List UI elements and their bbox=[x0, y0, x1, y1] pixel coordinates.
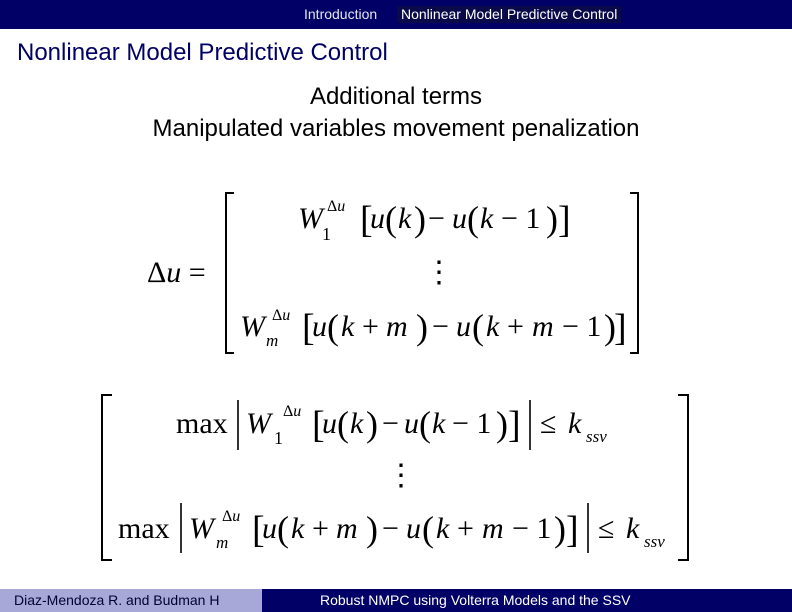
svg-text:u: u bbox=[262, 512, 277, 545]
svg-text:1: 1 bbox=[274, 428, 283, 448]
svg-text:W: W bbox=[246, 407, 271, 440]
svg-text:Δu: Δu bbox=[222, 508, 241, 525]
svg-text:u: u bbox=[452, 202, 467, 235]
footer-author: Diaz-Mendoza R. and Budman H bbox=[0, 589, 262, 612]
nav-current-section[interactable]: Nonlinear Model Predictive Control bbox=[397, 6, 621, 23]
svg-text:): ) bbox=[604, 307, 616, 347]
svg-text:): ) bbox=[414, 199, 426, 239]
svg-text:k: k bbox=[480, 202, 494, 235]
svg-text:): ) bbox=[416, 307, 428, 347]
eq1-vertical-ellipsis: ⋮ bbox=[424, 256, 454, 289]
svg-text:k: k bbox=[291, 512, 305, 545]
subtitle-penalization: Manipulated variables movement penalization bbox=[152, 115, 640, 142]
svg-text:u: u bbox=[404, 407, 419, 440]
svg-text:≤: ≤ bbox=[540, 407, 557, 440]
eq1-lhs: Δu = bbox=[147, 256, 206, 289]
svg-text:u: u bbox=[312, 310, 327, 343]
svg-text:(: ( bbox=[277, 509, 289, 549]
svg-text:max: max bbox=[176, 407, 228, 440]
svg-text:): ) bbox=[366, 509, 378, 549]
svg-text:u: u bbox=[322, 407, 337, 440]
svg-text:W: W bbox=[240, 310, 265, 343]
svg-text:]: ] bbox=[566, 509, 579, 551]
svg-text:1: 1 bbox=[322, 224, 331, 244]
svg-text:Δu: Δu bbox=[327, 198, 346, 215]
svg-text:+: + bbox=[457, 512, 474, 545]
svg-text:[: [ bbox=[360, 199, 373, 241]
svg-text:m: m bbox=[532, 310, 554, 343]
svg-text:): ) bbox=[554, 509, 566, 549]
svg-text:− 1: − 1 bbox=[452, 407, 492, 440]
nav-introduction[interactable]: Introduction bbox=[304, 6, 378, 22]
svg-text:): ) bbox=[366, 404, 378, 444]
svg-text:k: k bbox=[432, 407, 446, 440]
eq1-row1 bbox=[298, 198, 571, 244]
svg-text:≤: ≤ bbox=[598, 512, 615, 545]
svg-text:]: ] bbox=[614, 307, 627, 349]
svg-text:u: u bbox=[406, 512, 421, 545]
svg-text:m: m bbox=[482, 512, 504, 545]
footer-bar bbox=[0, 589, 792, 612]
svg-text:(: ( bbox=[467, 199, 479, 239]
svg-text:k: k bbox=[398, 202, 412, 235]
svg-text:Δu: Δu bbox=[283, 403, 302, 420]
slide-title: Nonlinear Model Predictive Control bbox=[17, 39, 388, 66]
eq2-right-bracket bbox=[678, 395, 688, 560]
subtitle-additional-terms: Additional terms bbox=[309, 83, 483, 110]
svg-text:]: ] bbox=[508, 404, 521, 446]
svg-text:k: k bbox=[626, 512, 640, 545]
svg-text:[: [ bbox=[302, 307, 315, 349]
svg-text:−: − bbox=[432, 310, 449, 343]
svg-text:+: + bbox=[507, 310, 524, 343]
svg-text:): ) bbox=[496, 404, 508, 444]
svg-text:m: m bbox=[266, 331, 279, 350]
footer-presentation-title: Robust NMPC using Volterra Models and the SSV bbox=[320, 592, 631, 608]
svg-text:− 1: − 1 bbox=[501, 202, 541, 235]
svg-text:[: [ bbox=[312, 404, 325, 446]
eq2-row3 bbox=[118, 503, 665, 553]
svg-text:m: m bbox=[216, 533, 229, 552]
eq1-right-bracket bbox=[630, 193, 638, 353]
svg-text:(: ( bbox=[422, 509, 434, 549]
svg-text:[: [ bbox=[252, 509, 265, 551]
svg-text:−: − bbox=[382, 512, 399, 545]
eq2-vertical-ellipsis: ⋮ bbox=[386, 459, 416, 492]
eq2-row1 bbox=[176, 400, 607, 450]
svg-text:k: k bbox=[436, 512, 450, 545]
svg-text:m: m bbox=[386, 310, 408, 343]
svg-text:−: − bbox=[382, 407, 399, 440]
svg-text:k: k bbox=[568, 407, 582, 440]
svg-text:ssv: ssv bbox=[586, 427, 607, 446]
svg-text:(: ( bbox=[472, 307, 484, 347]
svg-text:]: ] bbox=[558, 199, 571, 241]
svg-text:− 1: − 1 bbox=[562, 310, 602, 343]
svg-text:): ) bbox=[546, 199, 558, 239]
svg-text:(: ( bbox=[337, 404, 349, 444]
svg-text:k: k bbox=[486, 310, 500, 343]
svg-text:u: u bbox=[370, 202, 385, 235]
eq2-left-bracket bbox=[102, 395, 112, 560]
svg-text:− 1: − 1 bbox=[512, 512, 552, 545]
svg-text:W: W bbox=[189, 512, 214, 545]
eq1-left-bracket bbox=[226, 193, 234, 353]
svg-text:k: k bbox=[350, 407, 364, 440]
svg-text:+: + bbox=[312, 512, 329, 545]
svg-text:Δu: Δu bbox=[272, 307, 291, 324]
svg-text:W: W bbox=[298, 202, 323, 235]
svg-text:(: ( bbox=[385, 199, 397, 239]
eq1-row3 bbox=[240, 307, 627, 350]
svg-text:−: − bbox=[428, 202, 445, 235]
svg-text:(: ( bbox=[419, 404, 431, 444]
svg-text:k: k bbox=[341, 310, 355, 343]
svg-text:(: ( bbox=[327, 307, 339, 347]
svg-text:+: + bbox=[362, 310, 379, 343]
svg-text:m: m bbox=[336, 512, 358, 545]
svg-text:u: u bbox=[456, 310, 471, 343]
svg-text:ssv: ssv bbox=[644, 532, 665, 551]
svg-text:max: max bbox=[118, 512, 170, 545]
